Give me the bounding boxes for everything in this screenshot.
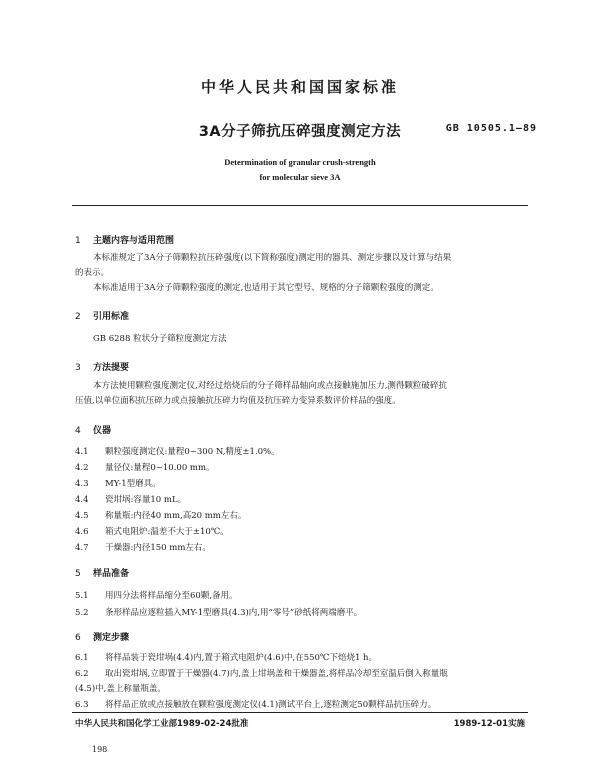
national-standard-heading: 中华人民共和国国家标准 bbox=[200, 78, 399, 96]
item-text: 将样品装于瓷坩埚(4.4)内,置于箱式电阻炉(4.6)中,在550℃下焙烧1 h。 bbox=[105, 653, 378, 663]
section-2-title: 引用标准 bbox=[93, 312, 130, 322]
item-text: 称量瓶:内径40 mm,高20 mm左右。 bbox=[105, 511, 247, 521]
item-text: 瓷坩埚:容量10 mL。 bbox=[105, 495, 187, 505]
instrument-item bbox=[75, 525, 229, 537]
item-text: 干燥器:内径150 mm左右。 bbox=[105, 543, 211, 553]
implementation-date: 1989-12-01实施 bbox=[453, 719, 525, 729]
standard-number: GB 10505.1—89 bbox=[445, 123, 537, 134]
item-number: 4.1 bbox=[75, 447, 89, 457]
item-number: 6.1 bbox=[75, 653, 89, 663]
section-2-reference: GB 6288 粒状分子筛粒度测定方法 bbox=[93, 334, 227, 344]
english-title-line-1: Determination of granular crush-strength bbox=[224, 157, 376, 167]
section-1-para-1-line-2: 的表示。 bbox=[75, 268, 110, 278]
instrument-item bbox=[75, 541, 211, 553]
instrument-item bbox=[75, 461, 215, 473]
section-6-title: 测定步骤 bbox=[93, 633, 130, 643]
item-text: 将样品正放或点接触放在颗粒强度测定仪(4.1)测试平台上,逐粒测定50颗样品抗压碎力。 bbox=[105, 700, 437, 710]
english-title-line-2: for molecular sieve 3A bbox=[259, 172, 341, 182]
instrument-item bbox=[75, 509, 246, 521]
item-text: 用四分法将样品缩分至60颗,备用。 bbox=[105, 591, 238, 601]
approval-line: 中华人民共和国化学工业部1989-02-24批准 bbox=[75, 719, 249, 729]
item-number: 4.5 bbox=[75, 511, 89, 521]
instrument-item bbox=[75, 477, 161, 489]
section-1-title: 主题内容与适用范围 bbox=[93, 236, 175, 246]
section-1-para-1-line-1: 本标准规定了3A分子筛颗粒抗压碎强度(以下简称强度)测定用的器具、测定步骤以及计算与结果 bbox=[93, 253, 452, 263]
instrument-item bbox=[75, 493, 186, 505]
item-number: 4.3 bbox=[75, 479, 89, 489]
header-divider bbox=[72, 205, 528, 206]
item-number: 6.2 bbox=[75, 669, 89, 679]
sample-prep-item bbox=[75, 589, 238, 601]
item-number: 4.2 bbox=[75, 463, 89, 473]
item-text: 颗粒强度测定仪:量程0~300 N,精度±1.0%。 bbox=[105, 447, 280, 457]
item-number: 6.3 bbox=[75, 700, 89, 710]
section-1-heading bbox=[75, 233, 174, 246]
document-title: 3A分子筛抗压碎强度测定方法 bbox=[198, 124, 402, 140]
section-3-title: 方法提要 bbox=[93, 363, 130, 373]
item-text: 条形样品应逐粒插入MY-1型磨具(4.3)内,用“零号”砂纸将两端磨平。 bbox=[105, 608, 363, 618]
item-number: 5.2 bbox=[75, 608, 89, 618]
section-5-number: 5 bbox=[75, 569, 81, 579]
section-3-heading bbox=[75, 360, 129, 373]
section-4-number: 4 bbox=[75, 426, 81, 436]
procedure-item bbox=[75, 698, 436, 710]
section-6-number: 6 bbox=[75, 633, 81, 643]
item-text: MY-1型磨具。 bbox=[105, 479, 161, 489]
section-3-number: 3 bbox=[75, 363, 81, 373]
item-number: 4.6 bbox=[75, 527, 89, 537]
section-3-para-line-2: 压值,以单位面积抗压碎力或点接触抗压碎力均值及抗压碎力变异系数评价样品的强度。 bbox=[75, 396, 401, 406]
procedure-item bbox=[75, 667, 448, 679]
item-number: 5.1 bbox=[75, 591, 89, 601]
item-number: 4.4 bbox=[75, 495, 89, 505]
section-5-heading bbox=[75, 566, 129, 579]
section-5-title: 样品准备 bbox=[93, 569, 130, 579]
section-1-para-2: 本标准适用于3A分子筛颗粒强度的测定,也适用于其它型号、规格的分子筛颗粒强度的测定。 bbox=[93, 283, 439, 293]
section-3-para-line-1: 本方法使用颗粒强度测定仪,对经过焙烧后的分子筛样品轴向或点接触施加压力,测得颗粒破碎抗 bbox=[93, 381, 447, 391]
item-text: 取出瓷坩埚,立即置于干燥器(4.7)内,盖上坩埚盖和干燥器盖,将样品冷却至室温后倒入称量瓶 bbox=[105, 669, 448, 679]
section-2-number: 2 bbox=[75, 312, 81, 322]
section-4-heading bbox=[75, 423, 111, 436]
item-number: 4.7 bbox=[75, 543, 89, 553]
section-6-heading bbox=[75, 630, 129, 643]
sample-prep-item bbox=[75, 606, 362, 618]
footer-divider bbox=[72, 712, 528, 713]
section-1-number: 1 bbox=[75, 236, 81, 246]
procedure-item-continuation: (4.5)中,盖上称量瓶盖。 bbox=[75, 684, 166, 694]
procedure-item bbox=[75, 651, 377, 663]
item-text: 量径仪:量程0~10.00 mm。 bbox=[105, 463, 215, 473]
section-2-heading bbox=[75, 309, 129, 322]
item-text: 箱式电阻炉:温差不大于±10℃。 bbox=[105, 527, 229, 537]
section-4-title: 仪器 bbox=[93, 426, 112, 436]
instrument-item bbox=[75, 445, 280, 457]
page-number: 198 bbox=[92, 745, 108, 754]
